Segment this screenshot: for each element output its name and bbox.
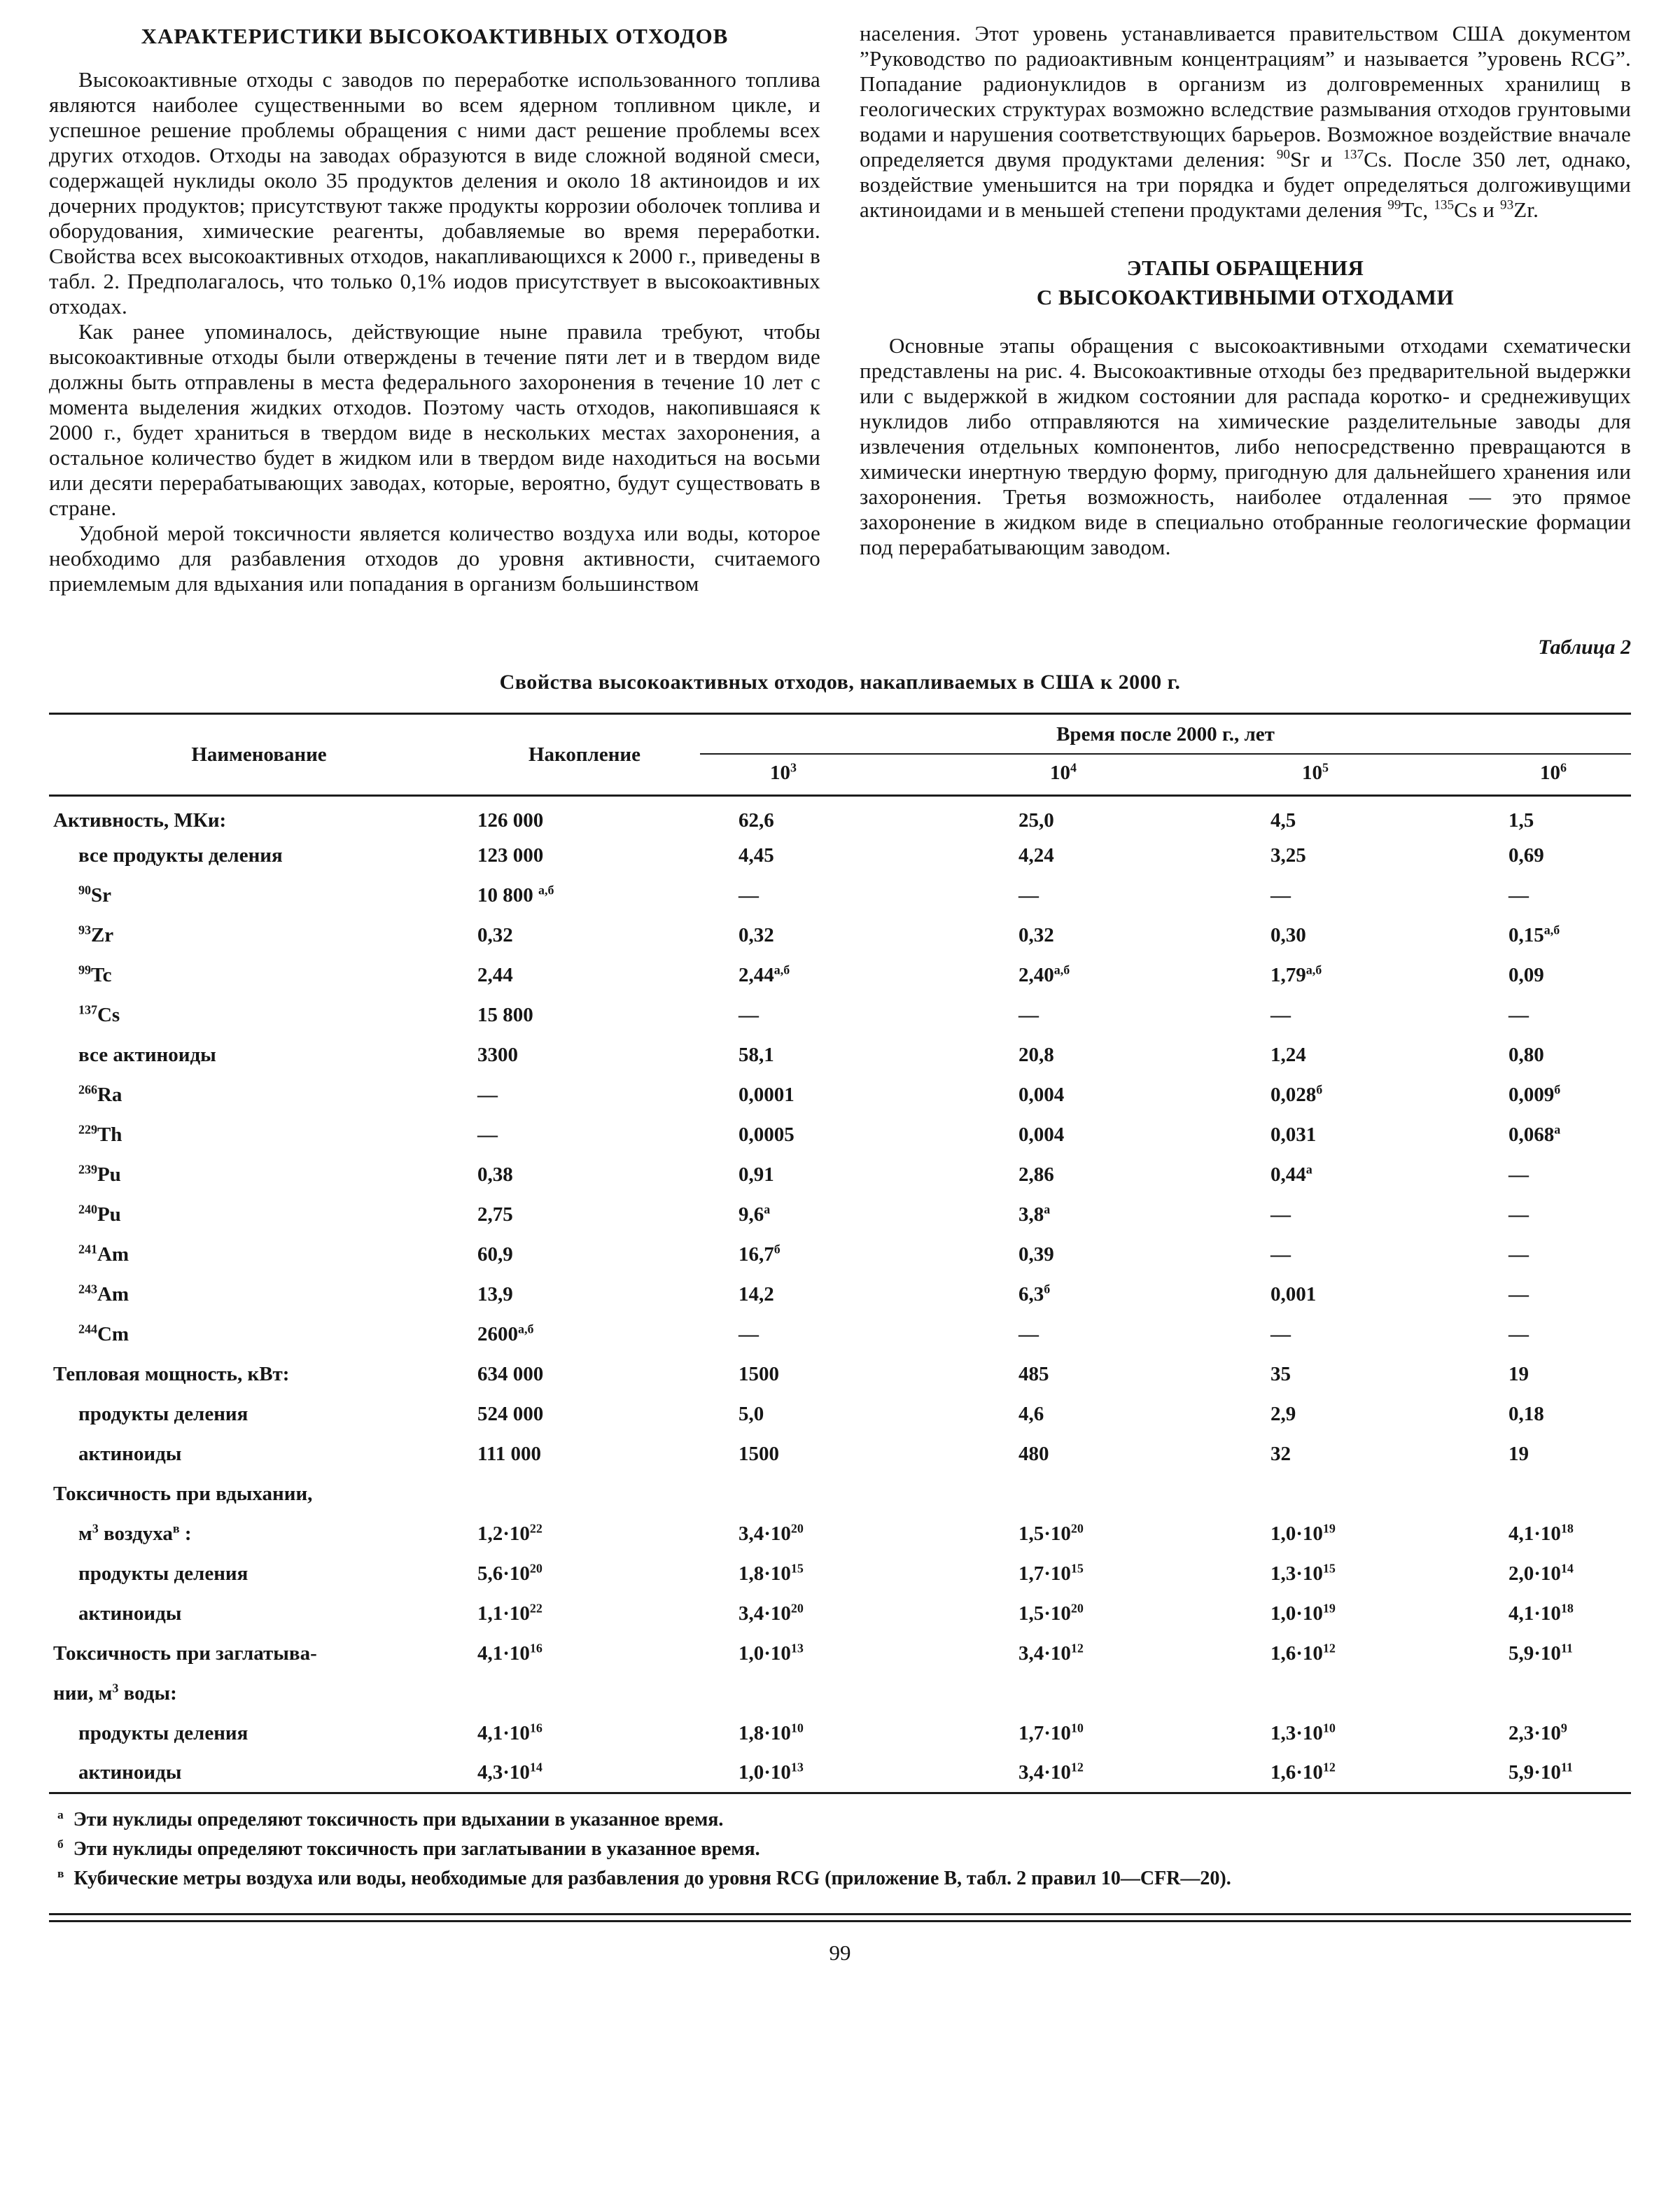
paragraph: Удобной мерой токсичности является количество воздуха или воды, которое необходимо для разбавления отходов до уровня активности, считаемого приемлемым для вдыхания или попадания в организм большинством bbox=[49, 521, 820, 596]
accumulation-cell: 2,44 bbox=[477, 963, 513, 986]
value-cell: $1,79^{а,б}$ bbox=[1270, 962, 1322, 986]
accumulation-cell: $4,3\cdot 10^{14}$ bbox=[477, 1760, 542, 1784]
table-row bbox=[49, 1235, 1631, 1275]
footnote-text: Эти нуклиды определяют токсичность при заглатывании в указанное время. bbox=[73, 1838, 760, 1860]
accumulation-cell: 111 000 bbox=[477, 1442, 542, 1465]
value-cell: $5,9\cdot 10^{11}$ bbox=[1508, 1760, 1573, 1784]
value-cell: 0,32 bbox=[738, 923, 774, 946]
value-cell: 0,09 bbox=[1508, 963, 1544, 986]
value-cell: 0,004 bbox=[1018, 1083, 1065, 1106]
table-row bbox=[49, 1035, 1631, 1075]
accumulation-cell: — bbox=[477, 1083, 498, 1106]
value-cell: — bbox=[738, 1322, 759, 1345]
paragraph: Основные этапы обращения с высокоактивными отходами схематически представлены на рис. 4. Высокоактивные отходы без предварительной выдержки или с выдержкой в жидком состоянии для распада коротко- и среднеживущих нуклидов либо отправляются на химические разделительные заводы для извлечения отдельных компонентов, либо непосредственно превращаются в химически инертную твердую форму, пригодную для дальнейшего хранения или захоронения. Третья возможность, наиболее отдаленная — это прямое захоронение в жидком виде в специально отобранные геологические формации под перерабатывающим заводом. bbox=[860, 333, 1631, 559]
row-label: $^{266}$Ra bbox=[78, 1082, 122, 1106]
row-label: $^{241}$Am bbox=[78, 1241, 130, 1266]
accumulation-cell: 524 000 bbox=[477, 1402, 544, 1425]
column-header-10e5: $10^5$ bbox=[1232, 754, 1470, 796]
row-label: Активность, МКи: bbox=[53, 809, 227, 832]
row-label: $^{244}$Cm bbox=[78, 1321, 130, 1345]
accumulation-cell: $1,1\cdot 10^{22}$ bbox=[477, 1600, 542, 1625]
value-cell: 32 bbox=[1270, 1442, 1291, 1465]
footnote-marker: а bbox=[57, 1807, 64, 1821]
value-cell bbox=[1470, 1474, 1631, 1514]
table-row bbox=[49, 796, 1631, 836]
row-label: Тепловая мощность, кВт: bbox=[53, 1362, 290, 1385]
value-cell: — bbox=[1508, 1203, 1529, 1226]
value-cell: 4,24 bbox=[1018, 844, 1054, 867]
value-cell: $3,4\cdot 10^{20}$ bbox=[738, 1520, 804, 1545]
accumulation-cell: 13,9 bbox=[477, 1282, 513, 1306]
footnote bbox=[49, 1865, 1631, 1892]
value-cell: $3,8^а$ bbox=[1018, 1201, 1051, 1226]
row-label: актиноиды bbox=[78, 1602, 182, 1625]
value-cell: 20,8 bbox=[1018, 1043, 1054, 1066]
row-label: $^{90}$Sr bbox=[78, 882, 111, 906]
accumulation-cell: 2,75 bbox=[477, 1203, 513, 1226]
table-row bbox=[49, 836, 1631, 876]
footnote bbox=[49, 1807, 1631, 1833]
footnote-marker: б bbox=[57, 1837, 64, 1851]
value-cell: 35 bbox=[1270, 1362, 1291, 1385]
table-row bbox=[49, 995, 1631, 1035]
table-row bbox=[49, 1514, 1631, 1554]
value-cell: $1,6\cdot 10^{12}$ bbox=[1270, 1640, 1336, 1665]
row-label: актиноиды bbox=[78, 1760, 182, 1784]
value-cell: $0,068^а$ bbox=[1508, 1121, 1561, 1146]
heading-line: ЭТАПЫ ОБРАЩЕНИЯ bbox=[1126, 255, 1364, 280]
table-row bbox=[49, 1674, 1631, 1714]
value-cell: $1,0\cdot 10^{13}$ bbox=[738, 1640, 804, 1665]
value-cell: $5,9\cdot 10^{11}$ bbox=[1508, 1640, 1573, 1665]
footnote-marker: в bbox=[57, 1866, 64, 1880]
table-caption: Таблица 2 bbox=[1538, 636, 1631, 659]
value-cell: $3,4\cdot 10^{20}$ bbox=[738, 1600, 804, 1625]
column-header-10e4: $10^4$ bbox=[980, 754, 1232, 796]
value-cell: — bbox=[1270, 1322, 1291, 1345]
row-label: $^{229}$Th bbox=[78, 1121, 122, 1146]
footnotes bbox=[49, 1807, 1631, 1892]
value-cell: $9,6^а$ bbox=[738, 1201, 771, 1226]
value-cell: $4,1\cdot 10^{18}$ bbox=[1508, 1600, 1574, 1625]
value-cell: 1,5 bbox=[1508, 809, 1534, 832]
value-cell: 480 bbox=[1018, 1442, 1049, 1465]
accumulation-cell: 15 800 bbox=[477, 1003, 533, 1026]
value-cell: $1,0\cdot 10^{13}$ bbox=[738, 1760, 804, 1784]
row-label: нии, $м^3$ воды: bbox=[53, 1680, 177, 1704]
column-header-10e3: $10^3$ bbox=[700, 754, 980, 796]
row-label: Токсичность при вдыхании, bbox=[53, 1482, 313, 1505]
value-cell: 19 bbox=[1508, 1442, 1529, 1465]
row-label: $^{243}$Am bbox=[78, 1281, 130, 1306]
paragraph-continuation: населения. Этот уровень устанавливается правительством США документом ”Руководство по радиоактивным концентрациям” и называется ”уровень RCG”. Попадание радионуклидов в организм из долговременных хранилищ в геологических структурах возможно вследствие размывания отходов грунтовыми водами и нарушения соответствующих барьеров. Возможное воздействие вначале определяется двумя продуктами деления: $^{90}$Sr и $^{137}$Cs. После 350 лет, однако, воздействие уменьшится на три порядка и будет определяться долгоживущими актиноидами и в меньшей степени продуктами деления $^{99}$Tc, $^{135}$Cs и $^{93}$Zr. bbox=[860, 21, 1631, 222]
value-cell: $0,15^{а,б}$ bbox=[1508, 922, 1560, 946]
paragraph: Как ранее упоминалось, действующие ныне правила требуют, чтобы высокоактивные отходы были отверждены в течение пяти лет и в твердом виде должны быть отправлены в места федерального захоронения в течение 10 лет с момента выделения жидких отходов. Поэтому часть отходов, накопившаяся к 2000 г., будет храниться в твердом виде в нескольких местах захоронения, а остальное количество будет в жидком или в твердом виде находиться на восьми или десяти перерабатывающих заводах, которые, вероятно, будут существовать в стране. bbox=[49, 319, 820, 520]
value-cell: $1,3\cdot 10^{15}$ bbox=[1270, 1560, 1336, 1585]
footnote-text: Кубические метры воздуха или воды, необходимые для разбавления до уровня RCG (приложение В, табл. 2 правил 10—CFR—20). bbox=[74, 1868, 1231, 1889]
value-cell: $1,7\cdot 10^{15}$ bbox=[1018, 1560, 1084, 1585]
value-cell: — bbox=[1508, 1163, 1529, 1186]
table-row bbox=[49, 1315, 1631, 1354]
value-cell: $3,4\cdot 10^{12}$ bbox=[1018, 1640, 1084, 1665]
accumulation-cell: 123 000 bbox=[477, 844, 544, 867]
value-cell: $1,0\cdot 10^{19}$ bbox=[1270, 1520, 1336, 1545]
value-cell: $1,5\cdot 10^{20}$ bbox=[1018, 1520, 1084, 1545]
value-cell: 62,6 bbox=[738, 809, 774, 832]
value-cell: — bbox=[1508, 1003, 1529, 1026]
table-row bbox=[49, 1754, 1631, 1793]
accumulation-cell: $4,1\cdot 10^{16}$ bbox=[477, 1720, 542, 1744]
value-cell: 2,9 bbox=[1270, 1402, 1296, 1425]
value-cell: 3,25 bbox=[1270, 844, 1306, 867]
row-label: актиноиды bbox=[78, 1442, 182, 1465]
accumulation-cell: 60,9 bbox=[477, 1242, 513, 1266]
accumulation-cell: 0,38 bbox=[477, 1163, 513, 1186]
table-row bbox=[49, 1155, 1631, 1195]
bottom-double-rule bbox=[49, 1913, 1631, 1922]
value-cell: $6,3^б$ bbox=[1018, 1281, 1051, 1306]
value-cell: 0,031 bbox=[1270, 1123, 1317, 1146]
row-label: все актиноиды bbox=[78, 1043, 216, 1066]
value-cell: $4,1\cdot 10^{18}$ bbox=[1508, 1520, 1574, 1545]
table-header bbox=[49, 714, 1631, 796]
value-cell: $0,028^б$ bbox=[1270, 1082, 1323, 1106]
section-heading-stages bbox=[860, 253, 1631, 312]
value-cell: $1,8\cdot 10^{10}$ bbox=[738, 1720, 804, 1744]
row-label: продукты деления bbox=[78, 1562, 248, 1585]
table-row bbox=[49, 1594, 1631, 1634]
table-row bbox=[49, 1354, 1631, 1394]
table-row bbox=[49, 1474, 1631, 1514]
footnote-text: Эти нуклиды определяют токсичность при вдыхании в указанное время. bbox=[73, 1809, 724, 1830]
value-cell: — bbox=[1018, 883, 1039, 906]
row-label: $^{240}$Pu bbox=[78, 1201, 121, 1226]
row-label: $^{99}$Tc bbox=[78, 962, 112, 986]
column-header-10e6: $10^6$ bbox=[1470, 754, 1631, 796]
accumulation-cell: 0,32 bbox=[477, 923, 513, 946]
value-cell: $1,8\cdot 10^{15}$ bbox=[738, 1560, 804, 1585]
value-cell: 0,18 bbox=[1508, 1402, 1544, 1425]
value-cell: 0,39 bbox=[1018, 1242, 1054, 1266]
value-cell: 5,0 bbox=[738, 1402, 764, 1425]
accumulation-cell: 634 000 bbox=[477, 1362, 544, 1385]
value-cell: — bbox=[738, 883, 759, 906]
row-label: $м^3$ воздуха$^в$ : bbox=[78, 1520, 192, 1545]
properties-table bbox=[49, 713, 1631, 1794]
value-cell: 1500 bbox=[738, 1362, 779, 1385]
column-header-name: Наименование bbox=[49, 714, 469, 796]
accumulation-cell: $5,6\cdot 10^{20}$ bbox=[477, 1560, 542, 1585]
value-cell bbox=[980, 1474, 1232, 1514]
value-cell: 4,6 bbox=[1018, 1402, 1044, 1425]
value-cell bbox=[700, 1474, 980, 1514]
accumulation-cell: $1,2\cdot 10^{22}$ bbox=[477, 1520, 542, 1545]
value-cell: — bbox=[1018, 1003, 1039, 1026]
value-cell: 485 bbox=[1018, 1362, 1049, 1385]
value-cell: 14,2 bbox=[738, 1282, 774, 1306]
row-label: $^{93}$Zr bbox=[78, 922, 114, 946]
value-cell: 0,30 bbox=[1270, 923, 1306, 946]
table-row bbox=[49, 955, 1631, 995]
value-cell: 2,86 bbox=[1018, 1163, 1054, 1186]
value-cell: 4,5 bbox=[1270, 809, 1296, 832]
value-cell: $3,4\cdot 10^{12}$ bbox=[1018, 1760, 1084, 1784]
accumulation-cell: $4,1\cdot 10^{16}$ bbox=[477, 1640, 542, 1665]
value-cell: $1,3\cdot 10^{10}$ bbox=[1270, 1720, 1336, 1744]
table-row bbox=[49, 916, 1631, 955]
value-cell: $16,7^б$ bbox=[738, 1241, 780, 1266]
table-body bbox=[49, 796, 1631, 1793]
table-row bbox=[49, 1554, 1631, 1594]
value-cell: $1,5\cdot 10^{20}$ bbox=[1018, 1600, 1084, 1625]
value-cell: $2,44^{а,б}$ bbox=[738, 962, 790, 986]
row-label: все продукты деления bbox=[78, 844, 283, 867]
value-cell: 1500 bbox=[738, 1442, 779, 1465]
value-cell bbox=[980, 1674, 1232, 1714]
column-header-accumulation: Накопление bbox=[469, 714, 700, 796]
page-number: 99 bbox=[829, 1940, 851, 1965]
heading-line: С ВЫСОКОАКТИВНЫМИ ОТХОДАМИ bbox=[1036, 285, 1455, 309]
value-cell: — bbox=[1270, 1203, 1291, 1226]
value-cell: — bbox=[1270, 883, 1291, 906]
value-cell: $2,0\cdot 10^{14}$ bbox=[1508, 1560, 1574, 1585]
row-label: $^{239}$Pu bbox=[78, 1161, 121, 1186]
value-cell: 0,80 bbox=[1508, 1043, 1544, 1066]
accumulation-cell: $2600^{а,б}$ bbox=[477, 1321, 534, 1345]
table-title: Свойства высокоактивных отходов, накапливаемых в США к 2000 г. bbox=[499, 671, 1181, 694]
value-cell: $1,0\cdot 10^{19}$ bbox=[1270, 1600, 1336, 1625]
value-cell: $2,40^{а,б}$ bbox=[1018, 962, 1070, 986]
table-row bbox=[49, 1634, 1631, 1674]
table-row bbox=[49, 1434, 1631, 1474]
value-cell: $0,009^б$ bbox=[1508, 1082, 1561, 1106]
accumulation-cell bbox=[469, 1674, 700, 1714]
value-cell bbox=[700, 1674, 980, 1714]
paragraph: Высокоактивные отходы с заводов по переработке использованного топлива являются наиболее существенными во всем ядерном топливном цикле, и успешное решение проблемы обращения с ними даст решение проблемы всех других отходов. Отходы на заводах образуются в виде сложной водяной смеси, содержащей нуклиды около 35 продуктов деления и около 18 актиноидов и их дочерних продуктов; присутствуют также продукты коррозии оболочек топлива и оборудования, химические реагенты, добавляемые во время переработки. Свойства всех высокоактивных отходов, накапливающихся к 2000 г., приведены в табл. 2. Предполагалось, что только 0,1% иодов присутствует в высокоактивных отходах. bbox=[49, 67, 820, 318]
accumulation-cell: 10 800 $^{а,б}$ bbox=[477, 882, 554, 906]
right-column bbox=[860, 21, 1631, 596]
table-row bbox=[49, 1394, 1631, 1434]
table-row bbox=[49, 1115, 1631, 1155]
accumulation-cell: 3300 bbox=[477, 1043, 518, 1066]
accumulation-cell bbox=[469, 1474, 700, 1514]
table-row bbox=[49, 876, 1631, 916]
value-cell: 25,0 bbox=[1018, 809, 1054, 832]
value-cell: $2,3\cdot 10^9$ bbox=[1508, 1720, 1567, 1744]
row-label: продукты деления bbox=[78, 1721, 248, 1744]
value-cell bbox=[1232, 1674, 1470, 1714]
value-cell: — bbox=[1508, 1322, 1529, 1345]
value-cell: — bbox=[1270, 1003, 1291, 1026]
value-cell: 0,001 bbox=[1270, 1282, 1317, 1306]
accumulation-cell: 126 000 bbox=[477, 809, 544, 832]
value-cell: 0,0001 bbox=[738, 1083, 794, 1106]
value-cell: — bbox=[1508, 1242, 1529, 1266]
value-cell: — bbox=[1508, 883, 1529, 906]
value-cell bbox=[1232, 1474, 1470, 1514]
value-cell: 0,91 bbox=[738, 1163, 774, 1186]
value-cell: 1,24 bbox=[1270, 1043, 1306, 1066]
row-label: $^{137}$Cs bbox=[78, 1002, 120, 1026]
footnote bbox=[49, 1836, 1631, 1863]
table-row bbox=[49, 1714, 1631, 1754]
value-cell: — bbox=[1018, 1322, 1039, 1345]
table-row bbox=[49, 1275, 1631, 1315]
column-header-time: Время после 2000 г., лет bbox=[700, 714, 1631, 755]
row-label: продукты деления bbox=[78, 1402, 248, 1425]
value-cell: 4,45 bbox=[738, 844, 774, 867]
body-columns bbox=[49, 21, 1631, 596]
value-cell: 0,004 bbox=[1018, 1123, 1065, 1146]
accumulation-cell: — bbox=[477, 1123, 498, 1146]
section-heading-characteristics: ХАРАКТЕРИСТИКИ ВЫСОКОАКТИВНЫХ ОТХОДОВ bbox=[141, 24, 729, 48]
table-row bbox=[49, 1075, 1631, 1115]
table-row bbox=[49, 1195, 1631, 1235]
value-cell: 58,1 bbox=[738, 1043, 774, 1066]
value-cell: $0,44^а$ bbox=[1270, 1161, 1312, 1186]
row-label: Токсичность при заглатыва- bbox=[53, 1642, 317, 1665]
value-cell: 0,32 bbox=[1018, 923, 1054, 946]
left-column bbox=[49, 21, 820, 596]
value-cell: 19 bbox=[1508, 1362, 1529, 1385]
value-cell: $1,6\cdot 10^{12}$ bbox=[1270, 1760, 1336, 1784]
value-cell: 0,69 bbox=[1508, 844, 1544, 867]
value-cell: $1,7\cdot 10^{10}$ bbox=[1018, 1720, 1084, 1744]
value-cell: 0,0005 bbox=[738, 1123, 794, 1146]
value-cell: — bbox=[1270, 1242, 1291, 1266]
value-cell: — bbox=[1508, 1282, 1529, 1306]
value-cell: — bbox=[738, 1003, 759, 1026]
value-cell bbox=[1470, 1674, 1631, 1714]
